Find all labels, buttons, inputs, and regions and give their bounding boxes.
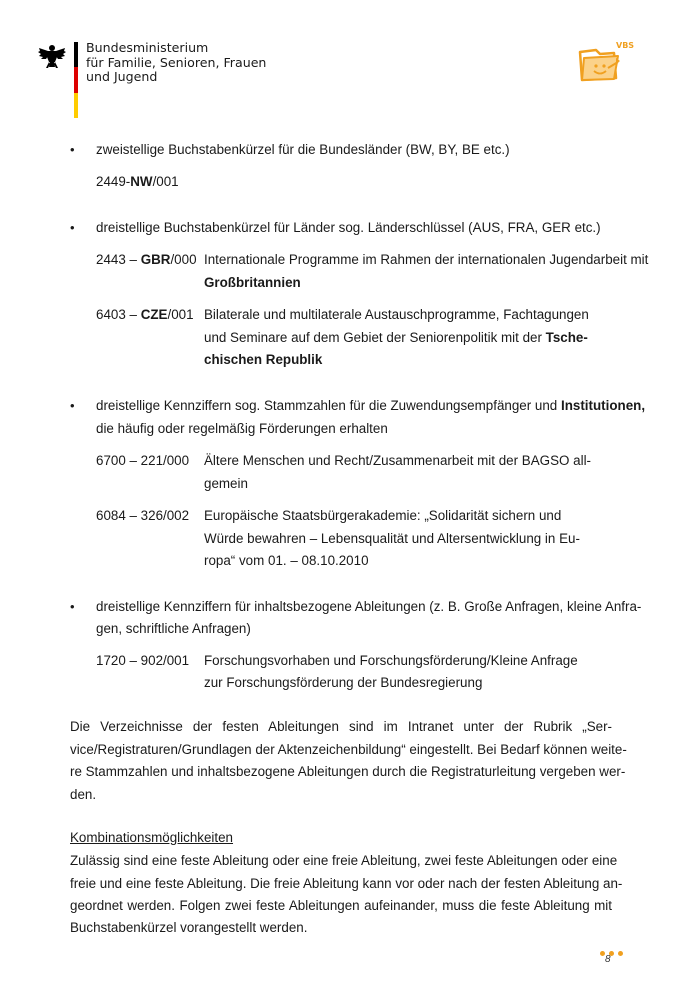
entry-code: 1720 – 902/001: [96, 653, 190, 668]
entry-description: Forschungsvorhaben und Forschungsförderung/Kleine Anfrage: [204, 653, 578, 668]
entry-description: ropa“ vom 01. – 08.10.2010: [204, 553, 369, 568]
entry-description: und Seminare auf dem Gebiet der Seniorenpolitik mit der Tsche-: [204, 330, 588, 345]
list-item-1-text: zweistellige Buchstabenkürzel für die Bundesländer (BW, BY, BE etc.): [96, 142, 510, 157]
federal-eagle-icon: [38, 42, 66, 72]
entry-code: 6700 – 221/000: [96, 453, 190, 468]
bullet-icon: •: [70, 142, 75, 157]
entry-code: 6403 – CZE/001: [96, 307, 194, 322]
paragraph-line: freie und eine feste Ableitung. Die freie Ableitung kann vor oder nach der festen Ableitung an-: [70, 876, 623, 891]
list-item-3-text: dreistellige Kennziffern sog. Stammzahlen für die Zuwendungsempfänger und Institutionen,: [96, 398, 646, 413]
entry-code: 6084 – 326/002: [96, 508, 190, 523]
paragraph-line: Die Verzeichnisse der festen Ableitungen sind im Intranet unter der Rubrik „Ser-: [70, 719, 612, 734]
bullet-icon: •: [70, 599, 75, 614]
page-number: 8: [605, 954, 611, 965]
entry-description: Ältere Menschen und Recht/Zusammenarbeit mit der BAGSO all-: [204, 453, 592, 468]
bullet-icon: •: [70, 398, 75, 413]
list-item-1-example: 2449-NW/001: [96, 174, 179, 189]
entry-description: Internationale Programme im Rahmen der internationalen Jugendarbeit mit: [204, 252, 649, 267]
paragraph-line: Buchstabenkürzel vorangestellt werden.: [70, 920, 308, 935]
paragraph-line: den.: [70, 787, 97, 802]
list-item-3-text: die häufig oder regelmäßig Förderungen erhalten: [96, 421, 388, 436]
entry-description: Bilaterale und multilaterale Austauschprogramme, Fachtagungen: [204, 307, 589, 322]
german-flag-bar: [74, 42, 78, 118]
entry-description: Würde bewahren – Lebensqualität und Altersentwicklung in Eu-: [204, 531, 580, 546]
vbs-logo-icon: [574, 38, 638, 86]
bullet-icon: •: [70, 220, 75, 235]
entry-code: 2443 – GBR/000: [96, 252, 197, 267]
ministry-name: Bundesministerium für Familie, Senioren, Frauen und Jugend: [86, 40, 267, 85]
list-item-4-text: gen, schriftliche Anfragen): [96, 621, 251, 636]
entry-description: Großbritannien: [204, 275, 301, 290]
entry-description: zur Forschungsförderung der Bundesregierung: [204, 675, 483, 690]
entry-description: chischen Republik: [204, 352, 323, 367]
paragraph-line: vice/Registraturen/Grundlagen der Aktenzeichenbildung“ eingestellt. Bei Bedarf können weite-: [70, 742, 627, 757]
paragraph-line: re Stammzahlen und inhaltsbezogene Ableitungen durch die Registraturleitung vergeben wer-: [70, 764, 626, 779]
paragraph-line: Zulässig sind eine feste Ableitung oder eine freie Ableitung, zwei feste Ableitungen oder eine: [70, 853, 618, 868]
list-item-2-text: dreistellige Buchstabenkürzel für Länder sog. Länderschlüssel (AUS, FRA, GER etc.): [96, 220, 601, 235]
entry-description: Europäische Staatsbürgerakademie: „Solidarität sichern und: [204, 508, 562, 523]
section-title: Kombinationsmöglichkeiten: [70, 830, 234, 845]
list-item-4-text: dreistellige Kennziffern für inhaltsbezogene Ableitungen (z. B. Große Anfragen, kleine Anfra-: [96, 599, 642, 614]
entry-description: gemein: [204, 476, 248, 491]
vbs-logo-text: VBS: [616, 41, 635, 50]
paragraph-line: geordnet werden. Folgen zwei feste Ableitungen aufeinander, muss die feste Ableitung mit: [70, 898, 612, 913]
